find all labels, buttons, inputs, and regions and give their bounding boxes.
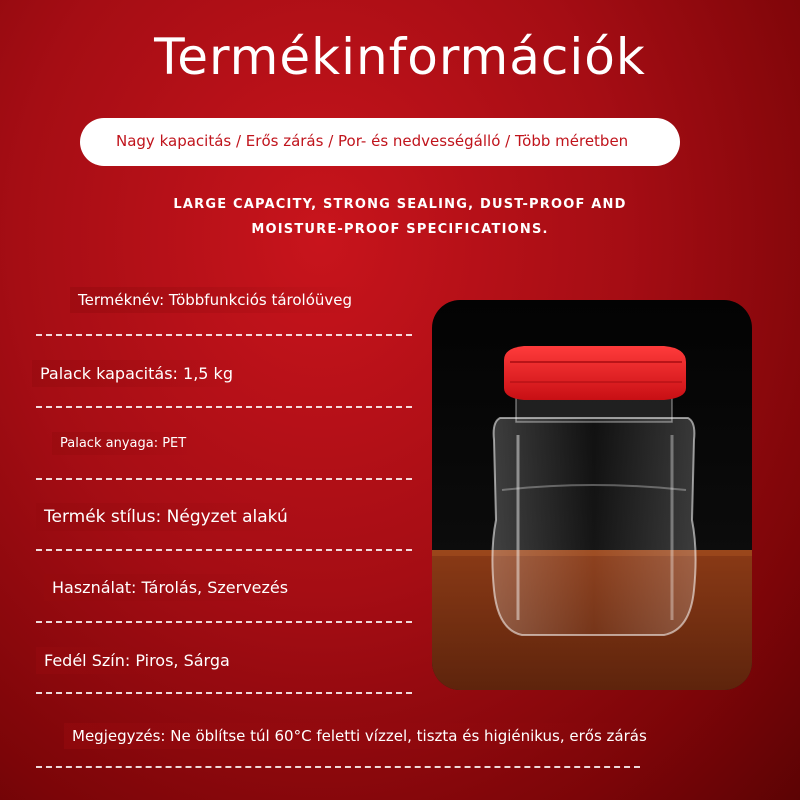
spec-divider (36, 692, 412, 694)
english-subtitle (0, 192, 800, 242)
spec-divider (36, 621, 412, 623)
spec-product-name: Terméknév: Többfunkciós tárolóüveg (70, 287, 362, 313)
spec-capacity: Palack kapacitás: 1,5 kg (32, 360, 243, 387)
features-banner: Nagy kapacitás / Erős zárás / Por- és nedvességálló / Több méretben (80, 118, 680, 166)
jar-body (492, 418, 695, 635)
product-photo (432, 300, 752, 690)
page-title: Termékinformációk (154, 28, 646, 86)
spec-divider (36, 406, 412, 408)
spec-material: Palack anyaga: PET (52, 432, 196, 455)
spec-lid-color: Fedél Szín: Piros, Sárga (36, 647, 240, 674)
spec-style: Termék stílus: Négyzet alakú (36, 503, 298, 531)
spec-divider (36, 549, 412, 551)
subtitle-line-2: MOISTURE-PROOF SPECIFICATIONS. (251, 222, 549, 237)
jar-lid (504, 346, 686, 400)
spec-divider (36, 478, 412, 480)
spec-divider (36, 334, 412, 336)
spec-usage: Használat: Tárolás, Szervezés (44, 574, 298, 601)
spec-note: Megjegyzés: Ne öblítse túl 60°C feletti vízzel, tiszta és higiénikus, erős zárás (64, 723, 657, 749)
storage-jar-illustration (432, 300, 752, 690)
note-divider (36, 766, 640, 768)
subtitle-line-1: LARGE CAPACITY, STRONG SEALING, DUST-PROOF AND (173, 197, 627, 212)
